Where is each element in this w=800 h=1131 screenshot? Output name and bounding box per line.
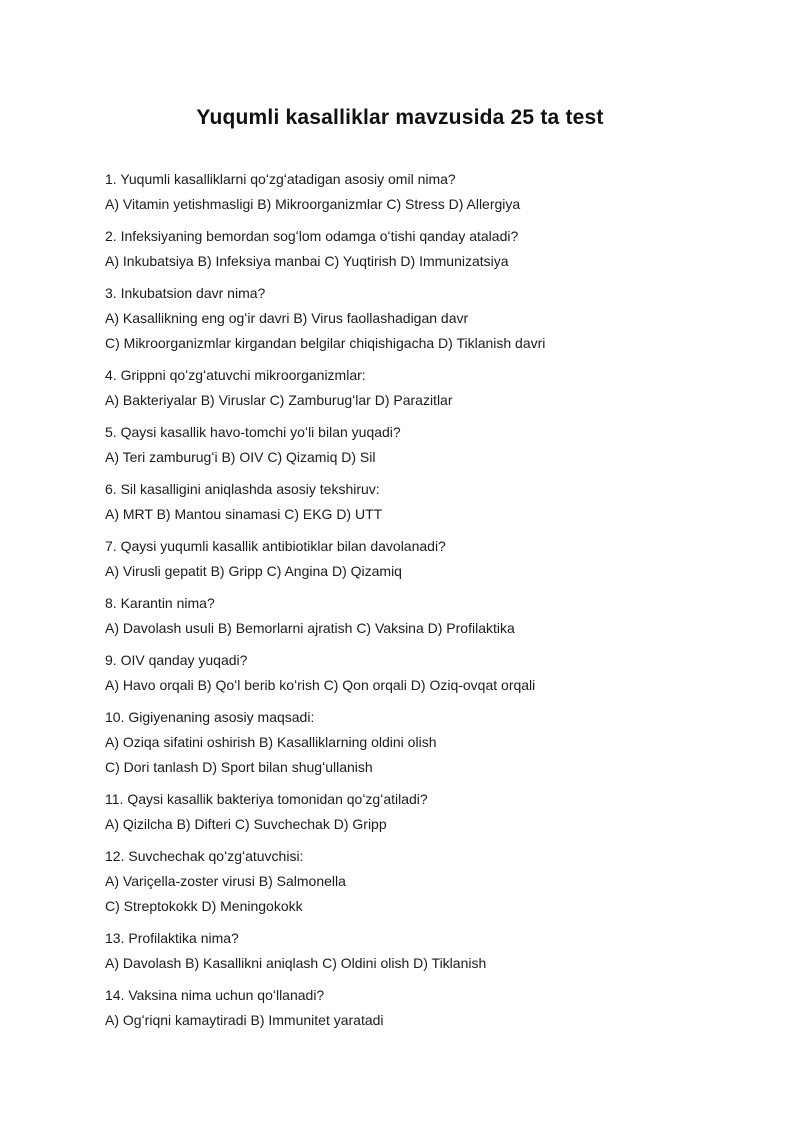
question-block-6 bbox=[105, 477, 700, 527]
question-block-7 bbox=[105, 534, 700, 584]
answer-options-line: A) Oziqa sifatini oshirish B) Kasalliklarning oldini olish bbox=[105, 734, 437, 750]
question-block-2 bbox=[105, 224, 700, 274]
question-block-10 bbox=[105, 705, 700, 780]
answer-options-line: A) Ogʻriqni kamaytiradi B) Immunitet yaratadi bbox=[105, 1012, 384, 1028]
answer-options-line: C) Mikroorganizmlar kirgandan belgilar chiqishigacha D) Tiklanish davri bbox=[105, 335, 546, 351]
question-block-12 bbox=[105, 844, 700, 919]
question-text: 13. Profilaktika nima? bbox=[105, 930, 239, 946]
question-block-14 bbox=[105, 983, 700, 1033]
answer-options-line: A) Bakteriyalar B) Viruslar C) Zamburugʻlar D) Parazitlar bbox=[105, 392, 453, 408]
question-text: 3. Inkubatsion davr nima? bbox=[105, 285, 266, 301]
question-text: 12. Suvchechak qoʻzgʻatuvchisi: bbox=[105, 848, 304, 864]
answer-options-line: A) Davolash B) Kasallikni aniqlash C) Oldini olish D) Tiklanish bbox=[105, 955, 487, 971]
answer-options-line: C) Dori tanlash D) Sport bilan shugʻullanish bbox=[105, 759, 373, 775]
answer-options-line: A) Vitamin yetishmasligi B) Mikroorganizmlar C) Stress D) Allergiya bbox=[105, 196, 521, 212]
answer-options-line: A) Davolash usuli B) Bemorlarni ajratish C) Vaksina D) Profilaktika bbox=[105, 620, 515, 636]
answer-options-line: A) Havo orqali B) Qoʻl berib koʻrish C) Qon orqali D) Oziq-ovqat orqali bbox=[105, 677, 536, 693]
question-text: 6. Sil kasalligini aniqlashda asosiy tekshiruv: bbox=[105, 481, 380, 497]
question-block-11 bbox=[105, 787, 700, 837]
question-text: 8. Karantin nima? bbox=[105, 595, 215, 611]
question-block-13 bbox=[105, 926, 700, 976]
question-block-5 bbox=[105, 420, 700, 470]
question-text: 9. OIV qanday yuqadi? bbox=[105, 652, 248, 668]
question-text: 7. Qaysi yuqumli kasallik antibiotiklar bilan davolanadi? bbox=[105, 538, 446, 554]
answer-options-line: A) Inkubatsiya B) Infeksiya manbai C) Yuqtirish D) Immunizatsiya bbox=[105, 253, 509, 269]
question-block-8 bbox=[105, 591, 700, 641]
question-block-4 bbox=[105, 363, 700, 413]
answer-options-line: A) Kasallikning eng ogʻir davri B) Virus faollashadigan davr bbox=[105, 310, 469, 326]
question-block-1 bbox=[105, 167, 700, 217]
question-list bbox=[105, 167, 700, 1033]
answer-options-line: A) Teri zamburugʻi B) OIV C) Qizamiq D) Sil bbox=[105, 449, 376, 465]
answer-options-line: A) Variçella-zoster virusi B) Salmonella bbox=[105, 873, 346, 889]
answer-options-line: A) Virusli gepatit B) Gripp C) Angina D) Qizamiq bbox=[105, 563, 402, 579]
question-text: 2. Infeksiyaning bemordan sogʻlom odamga oʻtishi qanday ataladi? bbox=[105, 228, 519, 244]
answer-options-line: A) MRT B) Mantou sinamasi C) EKG D) UTT bbox=[105, 506, 383, 522]
answer-options-line: A) Qizilcha B) Difteri C) Suvchechak D) Gripp bbox=[105, 816, 387, 832]
question-text: 10. Gigiyenaning asosiy maqsadi: bbox=[105, 709, 315, 725]
question-text: 14. Vaksina nima uchun qoʻllanadi? bbox=[105, 987, 325, 1003]
question-text: 1. Yuqumli kasalliklarni qoʻzgʻatadigan asosiy omil nima? bbox=[105, 171, 456, 187]
question-text: 11. Qaysi kasallik bakteriya tomonidan qoʻzgʻatiladi? bbox=[105, 791, 428, 807]
question-text: 4. Grippni qoʻzgʻatuvchi mikroorganizmlar: bbox=[105, 367, 366, 383]
question-text: 5. Qaysi kasallik havo-tomchi yoʻli bilan yuqadi? bbox=[105, 424, 401, 440]
page-title: Yuqumli kasalliklar mavzusida 25 ta test bbox=[196, 106, 604, 129]
question-block-9 bbox=[105, 648, 700, 698]
answer-options-line: C) Streptokokk D) Meningokokk bbox=[105, 898, 303, 914]
question-block-3 bbox=[105, 281, 700, 356]
